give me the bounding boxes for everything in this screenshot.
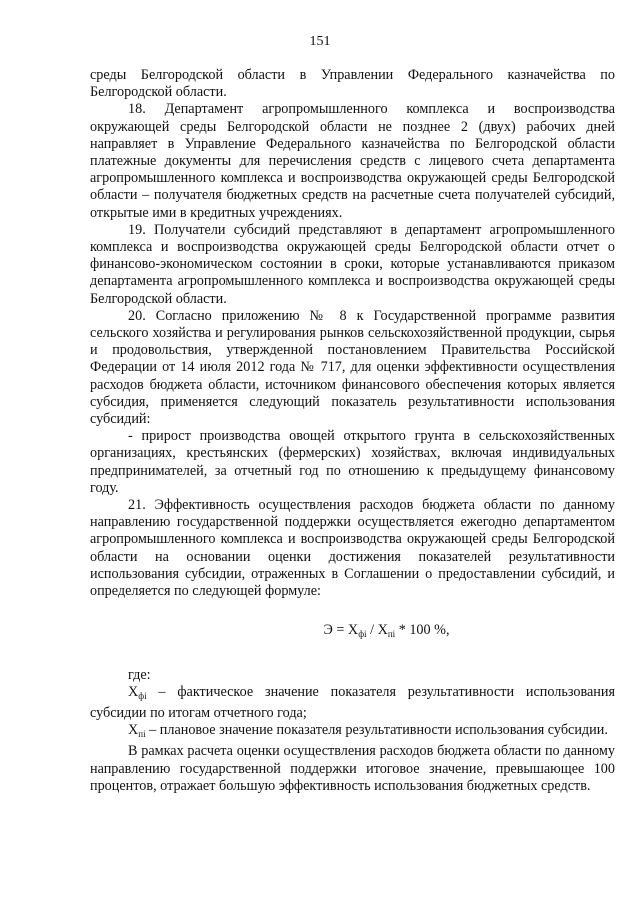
formula-lhs: Э = Х xyxy=(323,622,359,639)
paragraph-continuation: среды Белгородской области в Управлении Федерального казначейства по Белгородской области. xyxy=(90,67,615,101)
efficiency-formula xyxy=(158,622,615,643)
definition-plan-var: Х xyxy=(128,722,139,739)
definition-plan-text: – плановое значение показателя результативности использования субсидии. xyxy=(145,722,608,739)
document-body xyxy=(90,67,615,795)
closing-paragraph: В рамках расчета оценки осуществления расходов бюджета области по данному направлению государственной поддержки итоговое значение, превышающее 100 процентов, отражает большую эффективность использования бюджетных средств. xyxy=(90,743,615,794)
formula-sub-fact: фi xyxy=(358,629,367,640)
definition-plan xyxy=(90,722,615,743)
definition-fact-var: Х xyxy=(128,683,139,700)
formula-mid: / Х xyxy=(366,622,388,639)
definition-plan-sub: пi xyxy=(138,729,146,740)
paragraph-20-item: - прирост производства овощей открытого грунта в сельскохозяйственных организациях, крестьянских (фермерских) хозяйствах, включая индивидуальных предпринимателей, за отчетный год по отношению к предыдущему финансовому году. xyxy=(90,428,615,496)
paragraph-19: 19. Получатели субсидий представляют в департамент агропромышленного комплекса и воспроизводства окружающей среды Белгородской области отчет о финансово-экономическом состоянии в сроки, которые устанавливаются приказом департамента агропромышленного комплекса и воспроизводства окружающей среды Белгородской области. xyxy=(90,221,615,307)
formula-rhs: * 100 %, xyxy=(395,622,450,639)
paragraph-20: 20. Согласно приложению № 8 к Государственной программе развития сельского хозяйства и регулирования рынков сельскохозяйственной продукции, сырья и продовольствия, утвержденной постановлением Правительства Российской Федерации от 14 июля 2012 года № 717, для оценки эффективности осуществления расходов бюджета области, источником финансового обеспечения которых является субсидия, применяется следующий показатель результативности использования субсидий: xyxy=(90,307,615,428)
page-number: 151 xyxy=(309,34,331,49)
definition-fact-text: – фактическое значение показателя результативности использования субсидии по итогам отчетного года; xyxy=(90,683,615,721)
definition-fact-sub: фi xyxy=(138,690,147,701)
where-label: где: xyxy=(128,666,151,683)
formula-sub-plan: пi xyxy=(387,629,396,640)
paragraph-21: 21. Эффективность осуществления расходов бюджета области по данному направлению государственной поддержки осуществляется ежегодно департаментом агропромышленного комплекса и воспроизводства окружающей среды Белгородской области на основании оценки достижения показателей результативности использования субсидии, отраженных в Соглашении о предоставлении субсидий, и определяется по следующей формуле: xyxy=(90,497,615,600)
paragraph-18: 18. Департамент агропромышленного комплекса и воспроизводства окружающей среды Белгородской области не позднее 2 (двух) рабочих дней направляет в Управление Федерального казначейства по Белгородской области платежные документы для перечисления средств с лицевого счета департамента агропромышленного комплекса и воспроизводства окружающей среды Белгородской области – получателя бюджетных средств на расчетные счета получателей субсидий, открытые ими в кредитных учреждениях. xyxy=(90,101,615,221)
definition-fact xyxy=(90,684,615,722)
